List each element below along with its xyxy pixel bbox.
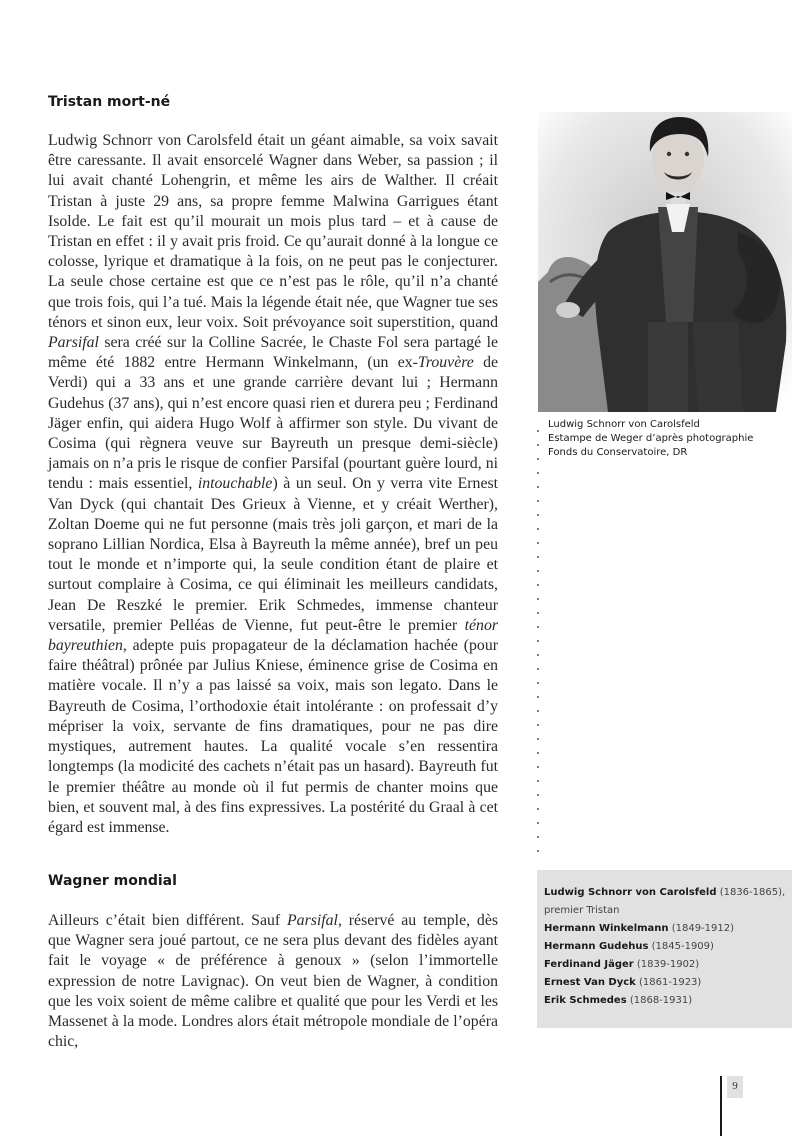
paragraph-tristan xyxy=(48,131,498,838)
section-heading-wagner-mondial: Wagner mondial xyxy=(48,873,177,889)
singer-dates: (1868-1931) xyxy=(626,995,693,1006)
caption-line: Fonds du Conservatoire, DR xyxy=(548,447,688,458)
text-run: ) à un seul. On y verra vite Ernest Van Dyck (qui chantait Des Grieux à Vienne, et y créait Werther), Zoltan Doeme qui ne fut personne (mais très joli garçon, et mari de la soprano Lillian Nordica, Elsa à Bayreuth la même année), bref un peu tout le monde et n’importe qui, la seule condition étant de plaire et surtout complaire à Cosima, ce qui éliminait les meilleurs candidats, Jean De Reszké le premier. Erik Schmedes, immense chanteur versatile, premier Pelléas de Vienne, fut peut-être le premier xyxy=(48,475,498,634)
section-heading-tristan: Tristan mort-né xyxy=(48,94,171,110)
singer-name: Ferdinand Jäger xyxy=(544,959,634,970)
singer-dates: (1845-1909) xyxy=(648,941,714,952)
text-run: de Verdi) qui a 33 ans et une grande carrière devant lui ; Hermann Gudehus (37 ans), qui n’est encore quasi rien et durera peu ; Ferdinand Jäger enfin, qui aidera Hugo Wolf à affirmer son style. Du vivant de Cosima (qui règnera veuve sur Bayreuth un presque demi-siècle) jamais on n’a pris le risque de confier Parsifal (pourtant guère lourd, ni tendu : mais essentiel, xyxy=(48,354,498,493)
singer-row xyxy=(544,956,792,974)
page-number: 9 xyxy=(727,1076,743,1098)
singer-row xyxy=(544,902,792,920)
singer-name: Erik Schmedes xyxy=(544,995,627,1006)
text-run: Ludwig Schnorr von Carolsfeld était un géant aimable, sa voix savait être caressante. Il avait ensorcelé Wagner dans Weber, sa passion ; il lui avait chanté Lohengrin, et même les airs de Walther. Il créait Tristan à juste 29 ans, sa propre femme Malwina Garrigues étant Isolde. Le fait est qu’il mourait un mois plus tard – et à cause de Tristan en effet : il y avait pris froid. Ce qu’aurait donné à la longue ce colosse, lyrique et dramatique à la fois, on ne peut pas le conjecturer. La seule chose certaine est que ce n’est pas le rôle, qu’il n’a chanté que trois fois, qui l’a tué. Mais la légende était née, que Wagner tue ses ténors et sinon eux, leur voix. Soit prévoyance soit superstition, quand xyxy=(48,132,498,331)
page-number-rule xyxy=(720,1076,722,1136)
italic-text: intouchable xyxy=(197,475,273,493)
photo-caption xyxy=(548,418,753,460)
singer-row xyxy=(544,920,792,938)
singer-dates: premier Tristan xyxy=(544,905,620,916)
singer-name: Hermann Winkelmann xyxy=(544,923,669,934)
text-run: sera créé sur la Colline Sacrée, le Chaste Fol sera partagé le même été 1882 entre Hermann Winkelmann, (un ex- xyxy=(48,334,498,372)
italic-text: Trouvère xyxy=(417,354,474,372)
singer-dates: (1839-1902) xyxy=(633,959,700,970)
text-run: Ailleurs c’était bien différent. Sauf xyxy=(48,912,288,929)
italic-text: Parsifal xyxy=(48,334,99,352)
singer-name: Ludwig Schnorr von Carolsfeld xyxy=(544,887,717,898)
dotted-rule xyxy=(537,424,539,854)
section-body-wagner-mondial xyxy=(48,911,498,1052)
singers-list xyxy=(544,884,792,1010)
portrait-engraving-icon xyxy=(538,112,792,412)
singer-row xyxy=(544,992,792,1010)
text-run: , réservé au temple, dès que Wagner sera joué partout, ce ne sera plus devant des fidèles ayant fait le voyage « de préférence à genoux » (selon l’immortelle expression de notre Lavignac). On veut bien de Wagner, à condition que les voix soient de même calibre et qualité que pour les Verdi et les Massenet à la mode. Londres alors était métropole mondiale de l’opéra chic, xyxy=(48,912,498,1051)
italic-text: ténor bayreuthien xyxy=(48,616,498,655)
singer-name: Hermann Gudehus xyxy=(544,941,649,952)
singer-row xyxy=(544,938,792,956)
caption-line: Ludwig Schnorr von Carolsfeld xyxy=(548,419,700,430)
section-body-tristan xyxy=(48,131,498,838)
singer-dates: (1849-1912) xyxy=(668,923,735,934)
singer-row xyxy=(544,974,792,992)
singer-row xyxy=(544,884,792,902)
text-run: , adepte puis propagateur de la déclamation hachée (pour faire théâtral) prônée par Julius Kniese, éminence grise de Cosima en matière vocale. Il n’y a pas laissé sa voix, mais son legato. Dans le Bayreuth de Cosima, l’orthodoxie était intolérante : on professait d’y mépriser la voix, servante de fins dramatiques, pour ne pas dire mystiques, autrement hautes. La qualité vocale s’en ressentira longtemps (la modicité des cachets n’était pas un hasard). Bayreuth fut le premier théâtre au monde où il fut permis de chanter moins que bien, et souvent mal, à des fins expressives. La postérité du Graal à cet égard est immense. xyxy=(48,637,498,836)
singer-dates: (1836-1865), xyxy=(716,887,786,898)
caption-line: Estampe de Weger d’après photographie xyxy=(548,433,754,444)
singer-dates: (1861-1923) xyxy=(635,977,702,988)
portrait-photo xyxy=(538,112,792,412)
singer-name: Ernest Van Dyck xyxy=(544,977,636,988)
singers-sidebox xyxy=(537,870,792,1028)
italic-text: Parsifal xyxy=(287,912,338,929)
paragraph-wagner-mondial xyxy=(48,911,498,1052)
